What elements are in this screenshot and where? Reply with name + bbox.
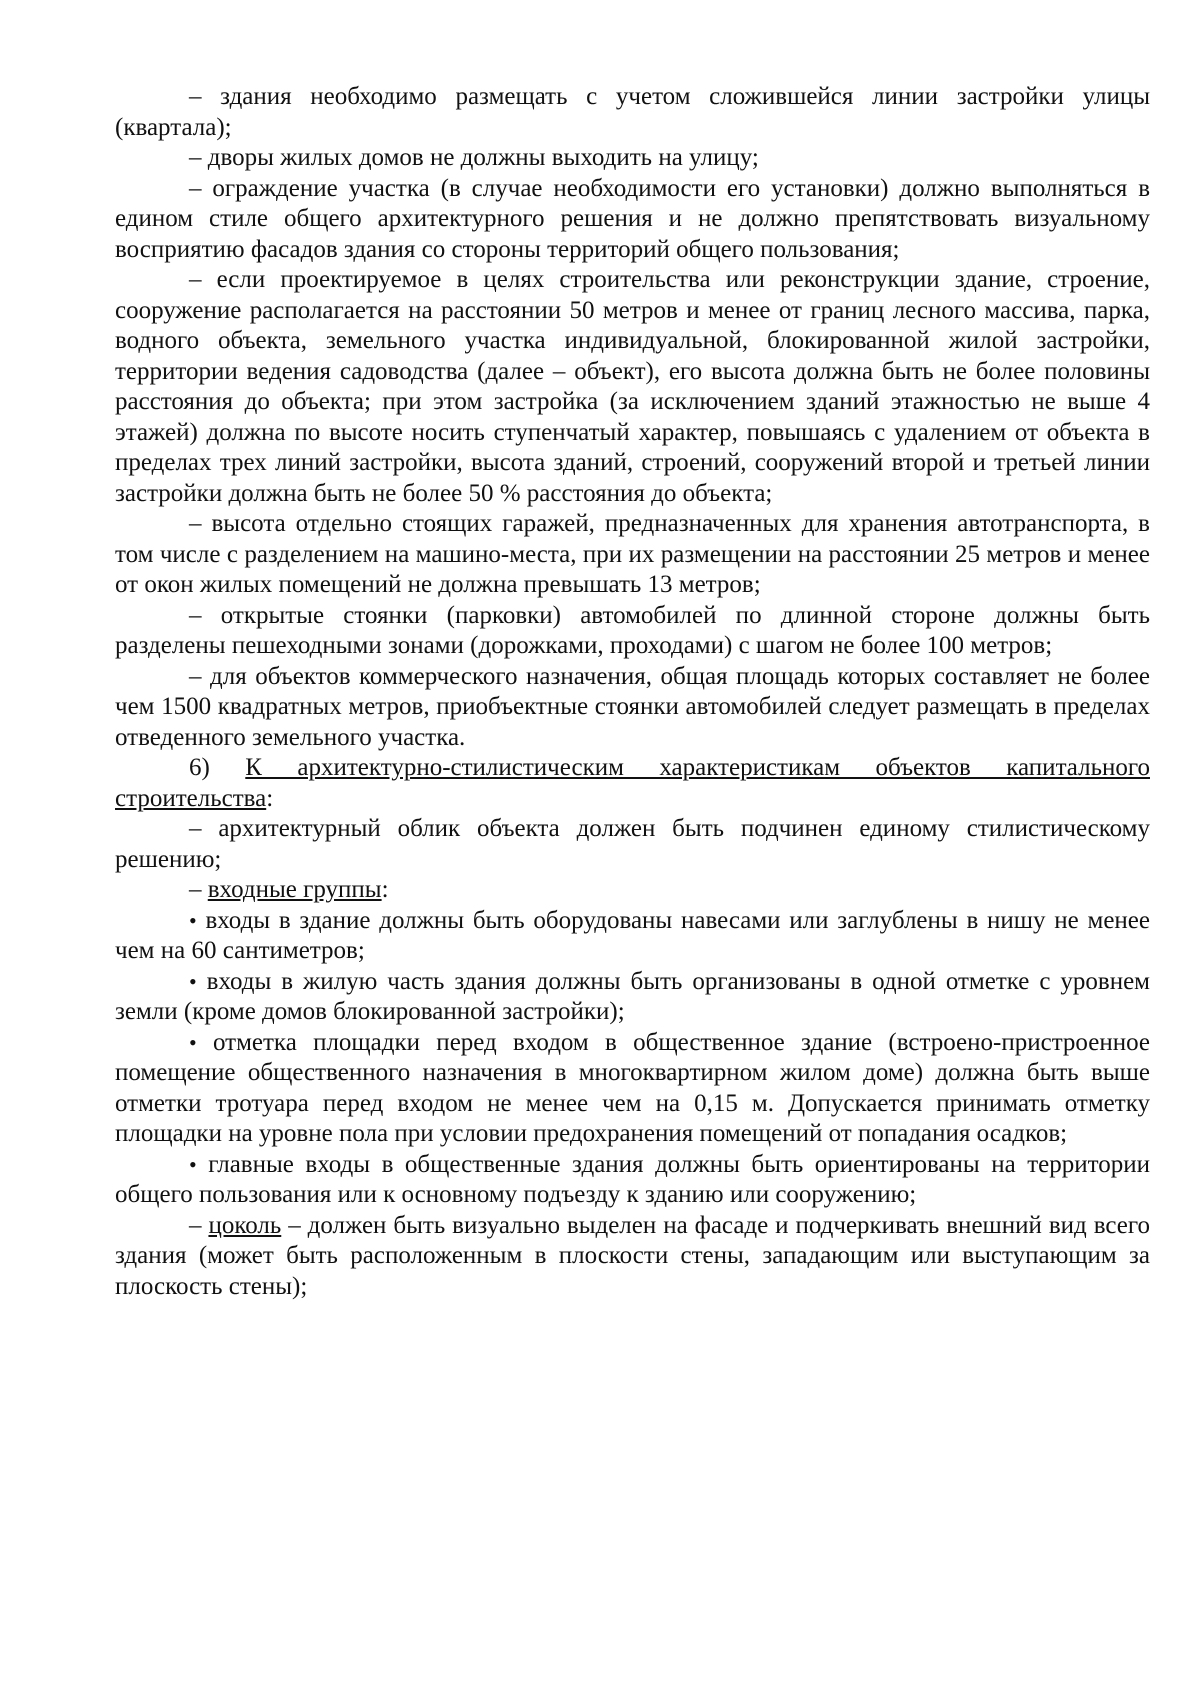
paragraph-3 [115,174,1150,266]
paragraph-6 [115,601,1150,662]
paragraph-13 [115,1028,1150,1150]
paragraph-text: : [381,876,389,903]
underlined-text: входные группы [207,876,382,903]
paragraph-14 [115,1150,1150,1211]
bullet-icon: • [189,1151,197,1177]
paragraph-text: – [189,1211,209,1239]
paragraph-4 [115,265,1150,509]
paragraph-10 [115,875,1150,906]
underlined-text: цоколь [208,1211,282,1239]
paragraph-9 [115,814,1150,875]
paragraph-text: – здания необходимо размещать с учетом сложившейся линии застройки улицы (квартала); [115,83,1150,141]
paragraph-text: – для объектов коммерческого назначения, общая площадь которых составляет не более чем 1500 квадратных метров, приобъектные стоянки автомобилей следует размещать в пределах отведенного земельного участка. [115,662,1150,751]
paragraph-5 [115,509,1150,601]
document-body [115,82,1150,1302]
paragraph-text: : [266,784,274,812]
paragraph-text: – ограждение участка (в случае необходимости его установки) должно выполняться в едином стиле общего архитектурного решения и не должно препятствовать визуальному восприятию фасадов здания со стороны территорий общего пользования; [115,174,1150,263]
paragraph-text: – если проектируемое в целях строительства или реконструкции здание, строение, сооружение располагается на расстоянии 50 метров и менее от границ лесного массива, парка, водного объекта, земельного участка индивидуальной, блокированной жилой застройки, территории ведения садоводства (далее – объект), его высота должна быть не более половины расстояния до объекта; при этом застройка (за исключением зданий этажностью не выше 4 этажей) должна по высоте носить ступенчатый характер, повышаясь с удалением от объекта в пределах трех линий застройки, высота зданий, строений, сооружений второй и третьей линии застройки должна быть не более 50 % расстояния до объекта; [115,266,1150,507]
paragraph-text: – архитектурный облик объекта должен быть подчинен единому стилистическому решению; [115,815,1150,873]
paragraph-2 [115,143,1150,174]
paragraph-text: входы в здание должны быть оборудованы навесами или заглублены в нишу не менее чем на 60 сантиметров; [115,906,1150,964]
paragraph-text: – высота отдельно стоящих гаражей, предназначенных для хранения автотранспорта, в том числе с разделением на машино-места, при их размещении на расстоянии 25 метров и менее от окон жилых помещений не должна превышать 13 метров; [115,510,1150,598]
paragraph-15 [115,1211,1150,1303]
paragraph-text: – открытые стоянки (парковки) автомобилей по длинной стороне должны быть разделены пешеходными зонами (дорожками, проходами) с шагом не более 100 метров; [115,601,1150,659]
paragraph-text: отметка площадки перед входом в общественное здание (встроено-пристроенное помещение общественного назначения в многоквартирном жилом доме) должна быть выше отметки тротуара перед входом не менее чем на 0,15 м. Допускается принимать отметку площадки на уровне пола при условии предохранения помещений от попадания осадков; [115,1028,1150,1147]
paragraph-8 [115,753,1150,814]
paragraph-1 [115,82,1150,143]
paragraph-text: – [189,876,208,903]
paragraph-text: 6) [189,754,246,781]
paragraph-text: входы в жилую часть здания должны быть организованы в одной отметке с уровнем земли (кроме домов блокированной застройки); [115,967,1150,1025]
bullet-icon: • [189,1029,197,1055]
bullet-icon: • [189,907,197,933]
paragraph-12 [115,967,1150,1028]
paragraph-text: главные входы в общественные здания должны быть ориентированы на территории общего пользования или к основному подъезду к зданию или сооружению; [115,1150,1150,1208]
underlined-text: К архитектурно-стилистическим характеристикам объектов капитального строительства [115,754,1150,812]
bullet-icon: • [189,968,197,994]
paragraph-7 [115,662,1150,754]
paragraph-11 [115,906,1150,967]
paragraph-text: – дворы жилых домов не должны выходить на улицу; [189,144,759,171]
paragraph-text: – должен быть визуально выделен на фасаде и подчеркивать внешний вид всего здания (может быть расположенным в плоскости стены, западающим или выступающим за плоскость стены); [115,1211,1151,1300]
